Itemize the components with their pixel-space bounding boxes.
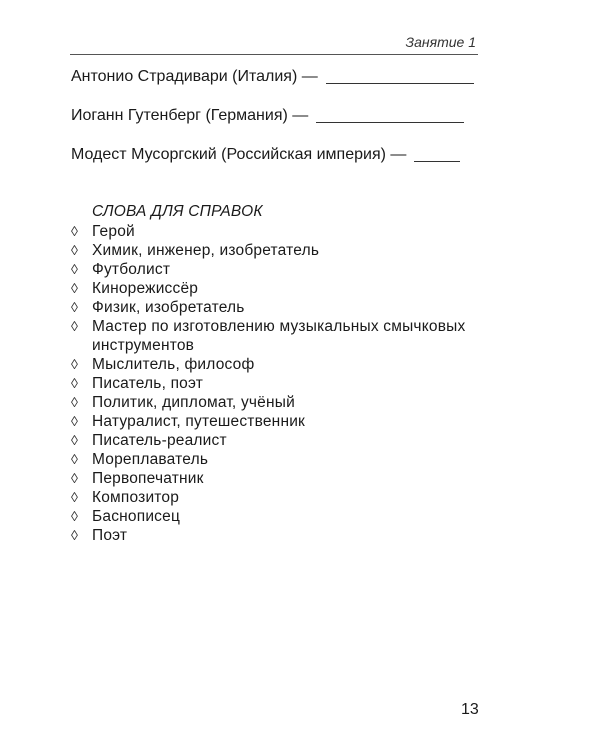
diamond-bullet-icon: ◊ [71,280,79,296]
answer-line-stradivari [71,68,474,86]
answer-prompt: Иоганн Гутенберг (Германия) — [71,107,309,124]
list-item: ◊ Мыслитель, философ [71,356,255,373]
answer-prompt: Антонио Страдивари (Италия) — [71,68,318,85]
answer-blank[interactable] [414,160,460,162]
page-header [70,32,478,55]
page-number: 13 [461,701,479,718]
list-item: ◊ Поэт [71,527,128,544]
diamond-bullet-icon: ◊ [71,356,79,372]
list-item: ◊ Физик, изобретатель [71,299,245,316]
answer-prompt: Модест Мусоргский (Российская империя) — [71,146,407,163]
list-item: ◊ Баснописец [71,508,181,525]
diamond-bullet-icon: ◊ [71,318,79,334]
answer-blank[interactable] [326,82,474,84]
diamond-bullet-icon: ◊ [71,394,79,410]
reference-title: СЛОВА ДЛЯ СПРАВОК [92,203,263,220]
diamond-bullet-icon: ◊ [71,451,79,467]
list-item: ◊ Герой [71,223,135,240]
diamond-bullet-icon: ◊ [71,527,79,543]
list-item: ◊ Химик, инженер, изобретатель [71,242,320,259]
diamond-bullet-icon: ◊ [71,223,79,239]
diamond-bullet-icon: ◊ [71,261,79,277]
diamond-bullet-icon: ◊ [71,508,79,524]
diamond-bullet-icon: ◊ [71,299,79,315]
reference-list [71,222,491,545]
diamond-bullet-icon: ◊ [71,432,79,448]
list-item: ◊ Первопечатник [71,470,204,487]
list-item: ◊ Кинорежиссёр [71,280,199,297]
diamond-bullet-icon: ◊ [71,470,79,486]
diamond-bullet-icon: ◊ [71,489,79,505]
list-item: ◊ Писатель, поэт [71,375,204,392]
diamond-bullet-icon: ◊ [71,413,79,429]
answer-line-gutenberg [71,107,464,125]
list-item: ◊ Политик, дипломат, учёный [71,394,295,411]
lesson-label: Занятие 1 [405,34,476,50]
list-item: ◊ Мастер по изготовлению музыкальных смычковых инструментов [71,318,466,354]
answer-blank[interactable] [316,121,464,123]
list-item: ◊ Футболист [71,261,171,278]
list-item: ◊ Натуралист, путешественник [71,413,306,430]
diamond-bullet-icon: ◊ [71,242,79,258]
answer-line-mussorgsky [71,146,460,164]
list-item: ◊ Писатель-реалист [71,432,227,449]
list-item: ◊ Композитор [71,489,180,506]
list-item: ◊ Мореплаватель [71,451,209,468]
diamond-bullet-icon: ◊ [71,375,79,391]
